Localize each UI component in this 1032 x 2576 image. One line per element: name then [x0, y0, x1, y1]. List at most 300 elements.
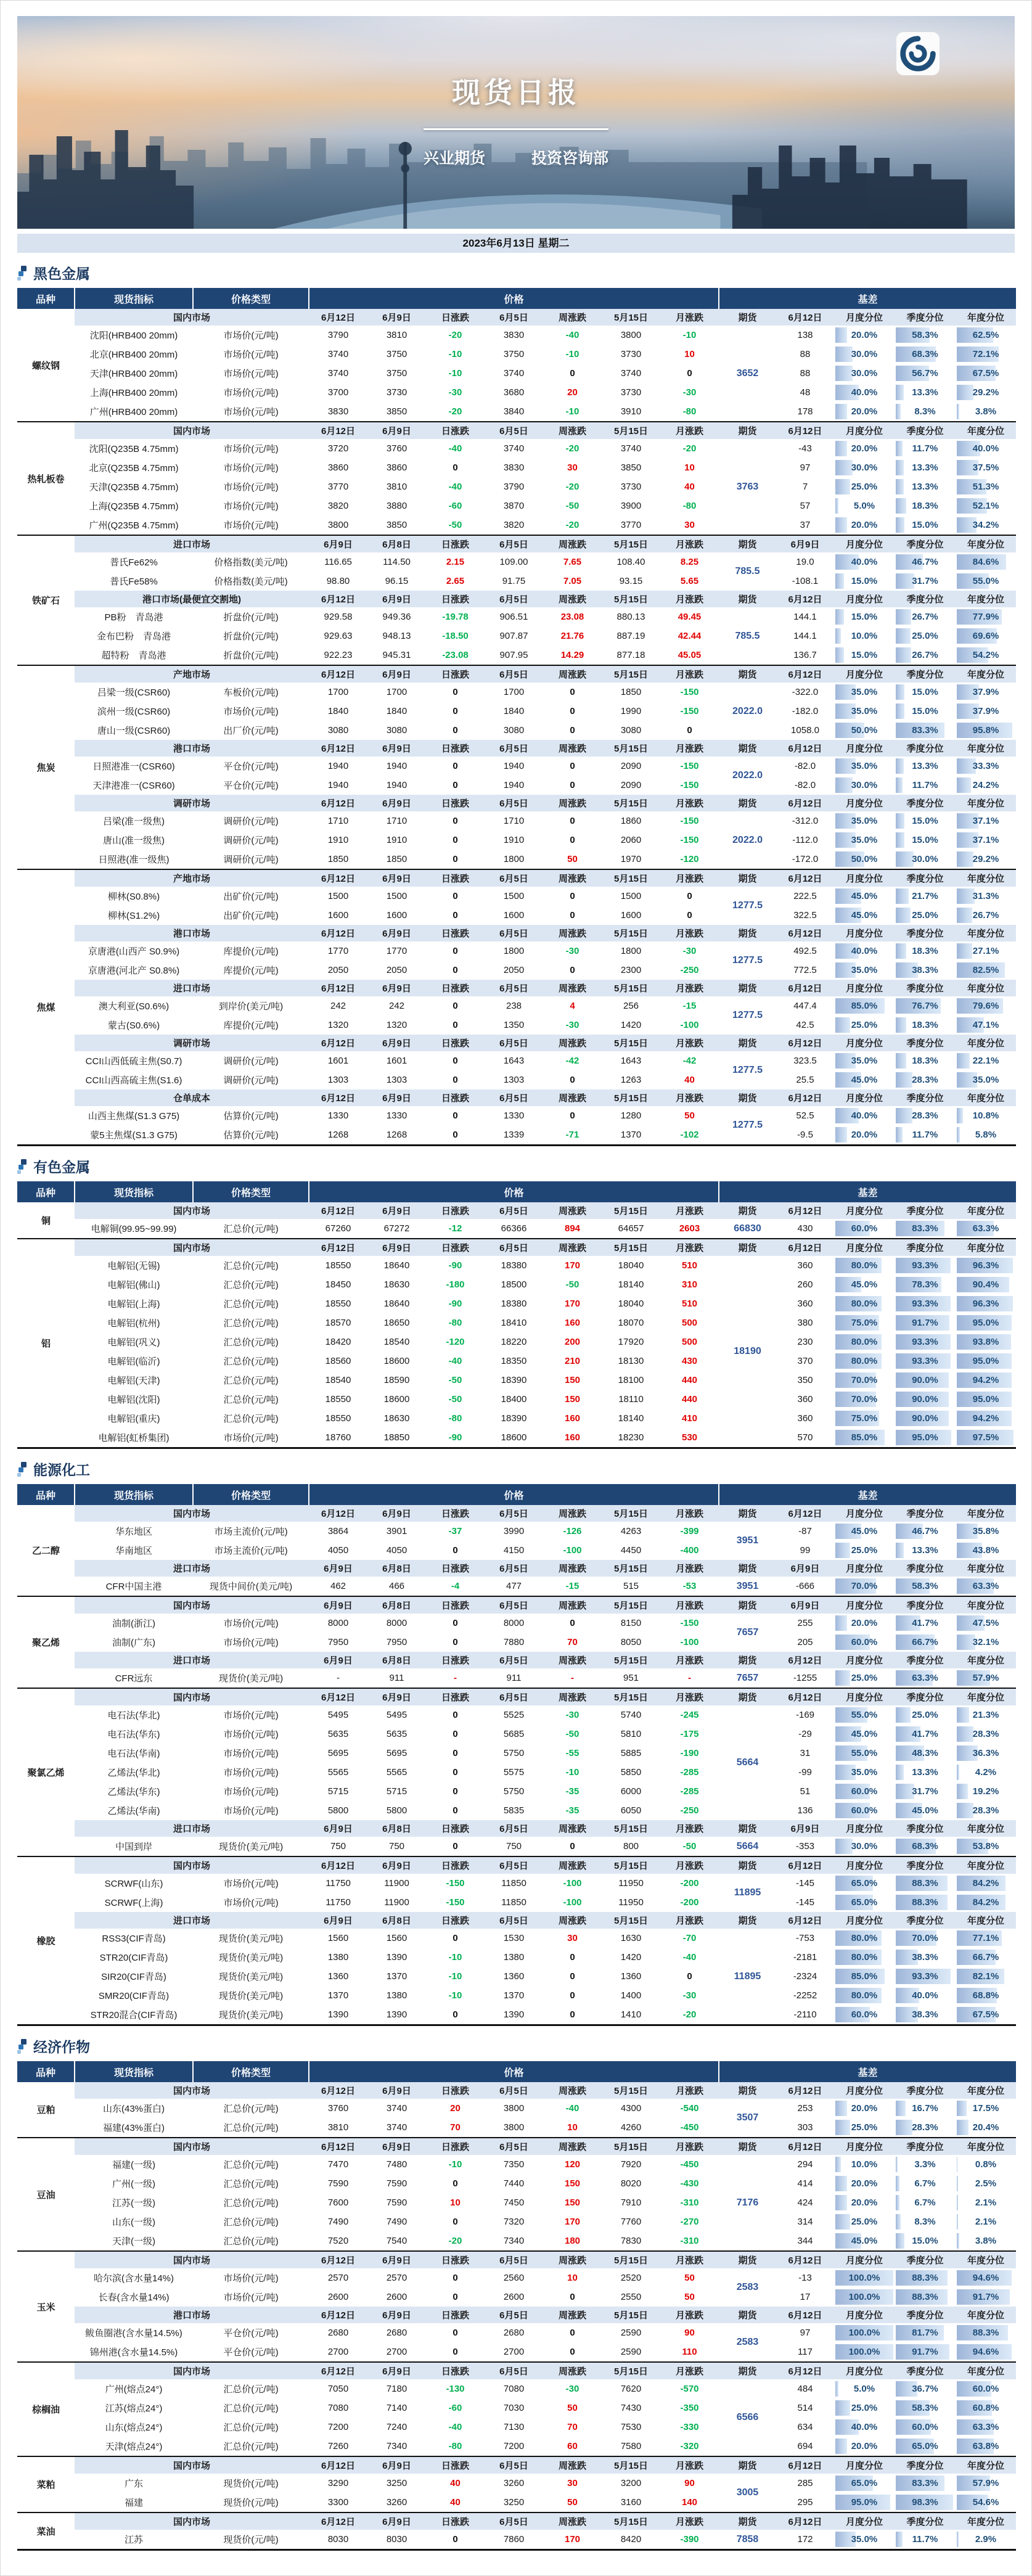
change-cell: 0	[543, 1967, 602, 1986]
price-cell: 7860	[485, 2530, 543, 2550]
price-type-cell: 现货价(美元/吨)	[193, 1986, 309, 2005]
indicator-cell: 电解铝(巩义)	[75, 1332, 193, 1352]
percentile-value: 5.0%	[853, 501, 875, 511]
futures-col-label: 期货	[719, 2456, 776, 2474]
price-cell: 3680	[485, 383, 543, 402]
price-cell: 1560	[309, 1929, 367, 1948]
price-cell: 5740	[602, 1705, 660, 1725]
percentile-col-label: 月度分位	[834, 1202, 895, 1219]
price-col-label: 6月5日	[485, 1239, 543, 1256]
basis-value-cell: 136	[776, 1801, 834, 1820]
price-type-cell: 库提价(元/吨)	[193, 1015, 309, 1035]
change-cell: -10	[543, 345, 602, 364]
futures-col-label: 期货	[719, 535, 776, 552]
percentile-cell	[956, 2174, 1016, 2193]
change-cell: 500	[660, 1313, 719, 1332]
percentile-cell	[895, 326, 956, 345]
change-cell: -150	[660, 811, 719, 831]
percentile-value: 8.3%	[914, 2217, 936, 2227]
price-col-label: 日涨跌	[426, 535, 485, 552]
percentile-cell	[956, 1522, 1016, 1541]
change-cell: 0	[543, 811, 602, 831]
change-cell: 4	[543, 996, 602, 1015]
percentile-cell	[895, 1614, 956, 1633]
section-title-label: 经济作物	[33, 2039, 90, 2055]
price-col-label: 周涨跌	[543, 2082, 602, 2099]
col-header-basis: 基差	[719, 2061, 1016, 2082]
percentile-col-label: 年度分位	[956, 740, 1016, 757]
price-col-label: 周涨跌	[543, 1820, 602, 1837]
percentile-value: 45.0%	[851, 2236, 878, 2246]
percentile-cell	[834, 2530, 895, 2550]
price-cell: 5635	[309, 1725, 367, 1744]
price-col-label: 周涨跌	[543, 980, 602, 996]
price-cell: 907.87	[485, 626, 543, 646]
price-cell: 7050	[309, 2379, 367, 2398]
price-cell: 4050	[309, 1541, 367, 1560]
percentile-cell	[834, 2118, 895, 2138]
change-cell: -102	[660, 1125, 719, 1146]
indicator-cell: 电石法(华北)	[75, 1705, 193, 1725]
price-cell: 6050	[602, 1801, 660, 1820]
basis-value-cell: -9.5	[776, 1125, 834, 1146]
basis-value-cell: 323.5	[776, 1051, 834, 1070]
percentile-col-label: 月度分位	[834, 925, 895, 941]
indicator-cell: 福建	[75, 2493, 193, 2512]
price-cell: 4260	[602, 2118, 660, 2138]
price-col-label: 6月5日	[485, 980, 543, 996]
change-cell: -35	[543, 1801, 602, 1820]
percentile-cell	[834, 831, 895, 850]
change-cell: 30	[543, 2474, 602, 2493]
price-cell: 7910	[602, 2193, 660, 2212]
indicator-cell: 京唐港(河北产 S0.8%)	[75, 961, 193, 980]
price-cell: 3730	[367, 383, 426, 402]
percentile-cell	[895, 831, 956, 850]
price-col-label: 5月15日	[602, 869, 660, 887]
indicator-cell: 广州(HRB400 20mm)	[75, 402, 193, 422]
percentile-value: 60.0%	[851, 1637, 878, 1647]
price-col-label: 日涨跌	[426, 1089, 485, 1106]
table-row	[17, 1577, 1016, 1596]
basis-value-cell: 322.5	[776, 906, 834, 925]
price-cell: 91.75	[485, 572, 543, 591]
futures-col-label: 期货	[719, 665, 776, 683]
indicator-cell: 天津(熔点24°)	[75, 2437, 193, 2456]
basis-value-cell: 360	[776, 1390, 834, 1409]
percentile-cell	[895, 941, 956, 961]
basis-value-cell: -753	[776, 1929, 834, 1948]
percentile-col-label: 年度分位	[956, 1239, 1016, 1256]
table-row	[17, 439, 1016, 458]
market-label: 进口市场	[75, 1560, 309, 1577]
price-cell: 18220	[485, 1332, 543, 1352]
table-row	[17, 1614, 1016, 1633]
percentile-col-label: 月度分位	[834, 1688, 895, 1705]
market-label: 国内市场	[75, 2251, 309, 2268]
change-cell: 30	[543, 458, 602, 477]
basis-date-label: 6月12日	[776, 1035, 834, 1051]
change-cell: -100	[543, 1874, 602, 1893]
change-cell: 50	[543, 850, 602, 869]
percentile-value: 65.0%	[912, 2441, 938, 2451]
price-col-label: 6月12日	[309, 1239, 367, 1256]
basis-value-cell: 430	[776, 1219, 834, 1239]
percentile-value: 100.0%	[848, 2347, 880, 2357]
basis-value-cell: 295	[776, 2493, 834, 2512]
percentile-cell	[895, 1967, 956, 1986]
indicator-cell: 鲅鱼圈港(含水量14.5%)	[75, 2323, 193, 2342]
futures-col-label: 期货	[719, 1688, 776, 1705]
percentile-value: 15.0%	[851, 612, 878, 622]
percentile-value: 15.0%	[912, 520, 938, 530]
indicator-cell: 柳林(S1.2%)	[75, 906, 193, 925]
change-cell: -20	[426, 2231, 485, 2251]
basis-value-cell: -82.0	[776, 776, 834, 795]
percentile-value: 29.2%	[972, 854, 999, 864]
col-header-variety: 品种	[17, 1181, 75, 1202]
basis-value-cell: -1255	[776, 1668, 834, 1688]
change-cell: 0	[426, 941, 485, 961]
change-cell: 0	[660, 906, 719, 925]
price-type-cell: 出厂价(元/吨)	[193, 721, 309, 740]
change-cell: 21.76	[543, 626, 602, 646]
percentile-col-label: 年度分位	[956, 309, 1016, 326]
percentile-cell	[895, 572, 956, 591]
price-cell: 3740	[309, 345, 367, 364]
table-row	[17, 1801, 1016, 1820]
price-type-cell: 市场价(元/吨)	[193, 1763, 309, 1782]
futures-price-cell: 7657	[719, 1614, 776, 1652]
price-col-label: 月涨跌	[660, 925, 719, 941]
percentile-cell	[834, 1352, 895, 1371]
percentile-cell	[895, 1256, 956, 1275]
change-cell: -50	[426, 1390, 485, 1409]
price-col-label: 6月5日	[485, 591, 543, 607]
price-cell: 7530	[602, 2418, 660, 2437]
change-cell: 310	[660, 1275, 719, 1294]
price-cell: 108.40	[602, 552, 660, 572]
price-cell: 1840	[309, 702, 367, 721]
price-cell: 5695	[309, 1744, 367, 1763]
percentile-value: 84.2%	[972, 1878, 999, 1889]
percentile-cell	[895, 1948, 956, 1967]
percentile-cell	[895, 1986, 956, 2005]
percentile-col-label: 年度分位	[956, 665, 1016, 683]
futures-col-label: 期货	[719, 309, 776, 326]
price-col-label: 月涨跌	[660, 2456, 719, 2474]
table-row	[17, 2155, 1016, 2174]
percentile-cell	[895, 2474, 956, 2493]
price-col-label: 月涨跌	[660, 980, 719, 996]
section-title-label: 有色金属	[33, 1159, 90, 1175]
price-cell: 1940	[309, 757, 367, 776]
price-cell: 7080	[485, 2379, 543, 2398]
basis-date-label: 6月12日	[776, 2138, 834, 2155]
subtitle	[17, 146, 1015, 168]
price-cell: 5685	[485, 1725, 543, 1744]
price-cell: 5810	[602, 1725, 660, 1744]
change-cell: 0	[543, 1837, 602, 1856]
percentile-value: 55.0%	[851, 1748, 878, 1758]
percentile-cell	[834, 402, 895, 422]
price-cell: 18100	[602, 1371, 660, 1390]
price-col-label: 5月15日	[602, 1202, 660, 1219]
price-cell: 3080	[367, 721, 426, 740]
price-cell: 3250	[367, 2474, 426, 2493]
percentile-value: 18.3%	[912, 946, 938, 956]
percentile-value: 47.1%	[972, 1020, 999, 1030]
price-cell: 8150	[602, 1614, 660, 1633]
table-row	[17, 458, 1016, 477]
change-cell: -310	[660, 2193, 719, 2212]
percentile-col-label: 年度分位	[956, 591, 1016, 607]
basis-value-cell: -169	[776, 1705, 834, 1725]
percentile-col-label: 年度分位	[956, 1596, 1016, 1614]
basis-value-cell: -2324	[776, 1967, 834, 1986]
price-cell: 951	[602, 1668, 660, 1688]
percentile-cell	[956, 1668, 1016, 1688]
percentile-cell	[834, 1763, 895, 1782]
change-cell: -71	[543, 1125, 602, 1146]
percentile-cell	[956, 2530, 1016, 2550]
section-title-2	[17, 1459, 1015, 1479]
table-row	[17, 2379, 1016, 2398]
change-cell: 120	[543, 2155, 602, 2174]
percentile-cell	[834, 1409, 895, 1428]
table-row	[17, 2398, 1016, 2418]
market-subheader-row	[17, 869, 1016, 887]
percentile-col-label: 月度分位	[834, 1856, 895, 1874]
price-cell: 1420	[602, 1948, 660, 1967]
change-cell: 0	[543, 2323, 602, 2342]
price-cell: 3800	[602, 326, 660, 345]
price-col-label: 5月15日	[602, 1239, 660, 1256]
percentile-value: 93.3%	[912, 1971, 938, 1982]
change-cell: 40	[426, 2493, 485, 2512]
indicator-cell: 广州(Q235B 4.75mm)	[75, 515, 193, 535]
futures-price-cell: 785.5	[719, 607, 776, 665]
percentile-value: 37.1%	[972, 835, 999, 845]
market-label: 港口市场(最便宜交割地)	[75, 591, 309, 607]
percentile-value: 60.0%	[851, 1786, 878, 1797]
price-cell: 3260	[485, 2474, 543, 2493]
percentile-value: 10.0%	[851, 631, 878, 641]
price-col-label: 6月5日	[485, 2251, 543, 2268]
percentile-cell	[895, 721, 956, 740]
price-cell: 5495	[367, 1705, 426, 1725]
price-col-label: 6月5日	[485, 1596, 543, 1614]
change-cell: -430	[660, 2174, 719, 2193]
table-row	[17, 2174, 1016, 2193]
indicator-cell: 乙烯法(华东)	[75, 1782, 193, 1801]
variety-label: 铜	[17, 1202, 75, 1239]
indicator-cell: 电解铝(临沂)	[75, 1352, 193, 1371]
basis-date-label: 6月12日	[776, 740, 834, 757]
change-cell: -42	[543, 1051, 602, 1070]
price-col-label: 周涨跌	[543, 665, 602, 683]
table-row	[17, 2005, 1016, 2025]
price-col-label: 周涨跌	[543, 925, 602, 941]
price-type-cell: 汇总价(元/吨)	[193, 2379, 309, 2398]
price-col-label: 6月9日	[367, 665, 426, 683]
percentile-cell	[834, 1313, 895, 1332]
change-cell: 170	[543, 1256, 602, 1275]
change-cell: 0	[543, 1106, 602, 1125]
percentile-value: 90.4%	[972, 1279, 999, 1290]
percentile-cell	[956, 383, 1016, 402]
price-cell: 11900	[367, 1893, 426, 1912]
percentile-value: 3.8%	[975, 2236, 997, 2246]
percentile-cell	[895, 1668, 956, 1688]
price-cell: 2560	[485, 2268, 543, 2287]
change-cell: -40	[543, 2099, 602, 2118]
percentile-cell	[956, 1313, 1016, 1332]
basis-value-cell: -2110	[776, 2005, 834, 2025]
price-cell: 3860	[367, 458, 426, 477]
price-cell: 3850	[602, 458, 660, 477]
percentile-value: 72.1%	[972, 349, 999, 359]
percentile-value: 13.3%	[912, 387, 938, 398]
futures-price-cell: 1277.5	[719, 996, 776, 1035]
price-col-label: 周涨跌	[543, 1239, 602, 1256]
market-label: 进口市场	[75, 1652, 309, 1668]
futures-price-cell: 785.5	[719, 552, 776, 591]
table-main-header	[17, 1181, 1016, 1202]
table-row	[17, 1428, 1016, 1448]
percentile-cell	[895, 458, 956, 477]
basis-value-cell: 253	[776, 2099, 834, 2118]
price-cell: 2550	[602, 2287, 660, 2307]
price-cell: 18380	[485, 1294, 543, 1313]
price-cell: 1970	[602, 850, 660, 869]
percentile-value: 94.2%	[972, 1413, 999, 1424]
table-row	[17, 626, 1016, 646]
percentile-value: 35.0%	[851, 835, 878, 845]
col-header-price-type: 价格类型	[193, 288, 309, 309]
price-type-cell: 现货价(美元/吨)	[193, 1929, 309, 1948]
table-row	[17, 383, 1016, 402]
percentile-value: 54.6%	[972, 2497, 999, 2508]
percentile-cell	[895, 757, 956, 776]
change-cell: -80	[660, 402, 719, 422]
price-cell: 2570	[309, 2268, 367, 2287]
basis-date-label: 6月12日	[776, 1505, 834, 1522]
percentile-value: 93.3%	[912, 1298, 938, 1309]
percentile-value: 2.5%	[975, 2178, 997, 2189]
basis-value-cell: -108.1	[776, 572, 834, 591]
percentile-cell	[956, 2437, 1016, 2456]
percentile-col-label: 季度分位	[895, 1856, 956, 1874]
price-col-label: 日涨跌	[426, 1652, 485, 1668]
change-cell: 45.05	[660, 646, 719, 665]
percentile-col-label: 年度分位	[956, 422, 1016, 439]
percentile-cell	[834, 721, 895, 740]
section-title-1	[17, 1156, 1015, 1176]
percentile-cell	[956, 2155, 1016, 2174]
percentile-cell	[956, 1275, 1016, 1294]
percentile-value: 91.7%	[912, 1318, 938, 1328]
price-cell: 2050	[367, 961, 426, 980]
change-cell: -126	[543, 1522, 602, 1541]
variety-label: 铁矿石	[17, 535, 75, 665]
basis-value-cell: 97	[776, 458, 834, 477]
indicator-cell: SCRWF(山东)	[75, 1874, 193, 1893]
percentile-cell	[834, 1893, 895, 1912]
basis-value-cell: 117	[776, 2342, 834, 2362]
indicator-cell: 乙烯法(华北)	[75, 1763, 193, 1782]
percentile-cell	[956, 607, 1016, 626]
price-cell: 1643	[602, 1051, 660, 1070]
price-cell: 7920	[602, 2155, 660, 2174]
percentile-cell	[895, 2379, 956, 2398]
percentile-cell	[895, 1313, 956, 1332]
price-cell: 3830	[485, 326, 543, 345]
percentile-value: 35.0%	[972, 1075, 999, 1085]
col-header-price: 价格	[309, 288, 719, 309]
change-cell: -20	[543, 439, 602, 458]
price-cell: 1320	[309, 1015, 367, 1035]
price-type-cell: 市场价(元/吨)	[193, 345, 309, 364]
percentile-value: 3.3%	[914, 2159, 936, 2170]
basis-value-cell: -322.0	[776, 683, 834, 702]
table-row	[17, 2493, 1016, 2512]
table-row	[17, 702, 1016, 721]
price-cell: 1330	[309, 1106, 367, 1125]
price-col-label: 6月12日	[309, 1035, 367, 1051]
price-cell: 5495	[309, 1705, 367, 1725]
price-col-label: 周涨跌	[543, 422, 602, 439]
price-cell: 18380	[485, 1256, 543, 1275]
price-col-label: 6月9日	[367, 925, 426, 941]
col-header-variety: 品种	[17, 1484, 75, 1505]
percentile-cell	[834, 2437, 895, 2456]
change-cell: 200	[543, 1332, 602, 1352]
percentile-value: 28.3%	[972, 1805, 999, 1816]
percentile-cell	[956, 646, 1016, 665]
indicator-cell: RSS3(CIF青岛)	[75, 1929, 193, 1948]
percentile-value: 40.0%	[851, 946, 878, 956]
percentile-cell	[956, 2493, 1016, 2512]
price-cell: 3300	[309, 2493, 367, 2512]
price-col-label: 月涨跌	[660, 740, 719, 757]
percentile-value: 40.0%	[851, 557, 878, 567]
percentile-col-label: 月度分位	[834, 1035, 895, 1051]
percentile-value: 5.0%	[853, 2384, 875, 2394]
price-cell: 7590	[367, 2193, 426, 2212]
price-col-label: 6月9日	[367, 2512, 426, 2530]
indicator-cell: 上海(HRB400 20mm)	[75, 383, 193, 402]
price-col-label: 周涨跌	[543, 1505, 602, 1522]
change-cell: 110	[660, 2342, 719, 2362]
percentile-cell	[895, 515, 956, 535]
change-cell: -20	[543, 515, 602, 535]
change-cell: 40	[660, 1070, 719, 1089]
change-cell: 0	[426, 1541, 485, 1560]
table-row	[17, 1668, 1016, 1688]
futures-col-label: 期货	[719, 1035, 776, 1051]
basis-date-label: 6月9日	[776, 1820, 834, 1837]
change-cell: -30	[543, 941, 602, 961]
change-cell: -15	[660, 996, 719, 1015]
percentile-cell	[956, 477, 1016, 496]
percentile-value: 58.3%	[912, 1581, 938, 1591]
price-cell: -	[309, 1668, 367, 1688]
change-cell: -30	[543, 1705, 602, 1725]
price-col-label: 6月12日	[309, 591, 367, 607]
price-cell: 3880	[367, 496, 426, 515]
price-col-label: 5月15日	[602, 1560, 660, 1577]
